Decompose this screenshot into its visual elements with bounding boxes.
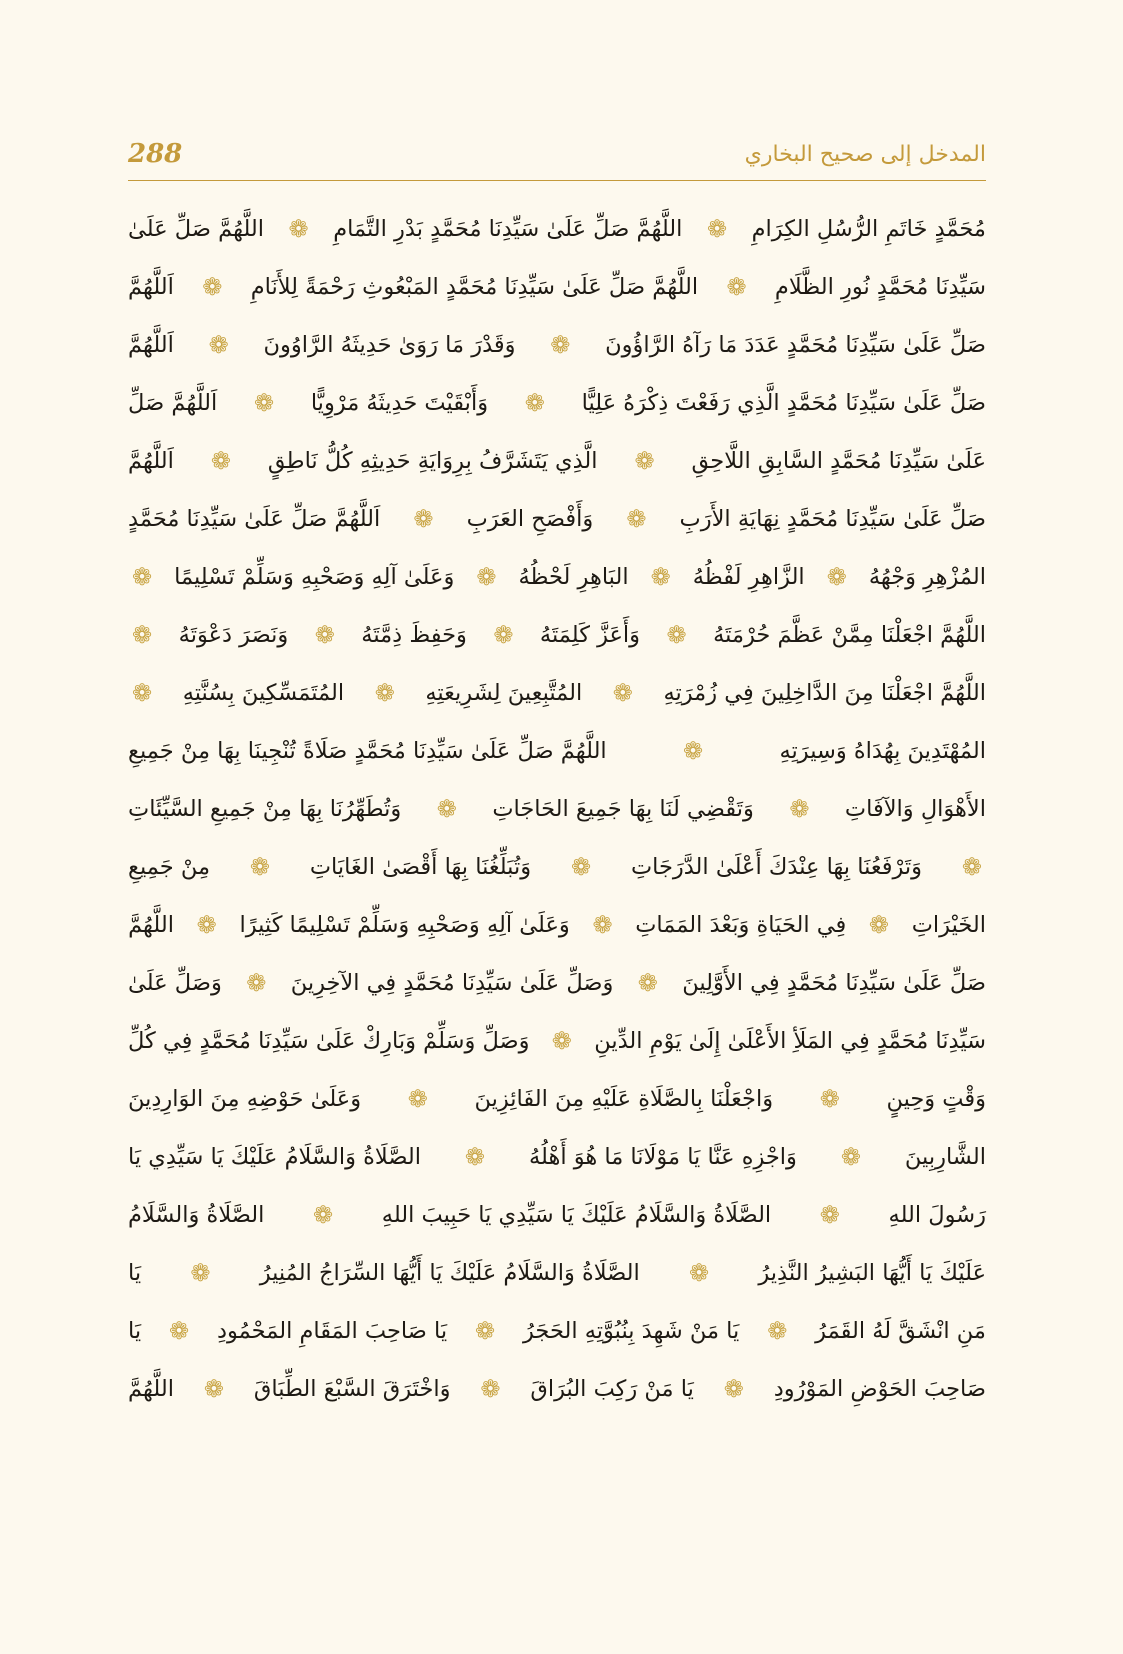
text-line (128, 1012, 986, 1070)
text-segment: وَعَلَىٰ آلِهِ وَصَحْبِهِ وَسَلِّمْ تَسْلِيمًا كَثِيرًا (239, 912, 570, 938)
flower-icon: ❁ (612, 679, 633, 707)
text-line (128, 490, 986, 548)
text-segment: الزَّاهِرِ لَفْظُهُ (692, 564, 805, 590)
text-line (128, 1186, 986, 1244)
text-segment: البَاهِرِ لَحْظُهُ (518, 564, 629, 590)
flower-icon: ❁ (650, 563, 671, 591)
flower-icon: ❁ (132, 621, 153, 649)
flower-icon: ❁ (407, 1085, 428, 1113)
text-segment: اللَّهُمَّ صَلِّ عَلَىٰ (128, 216, 264, 242)
page-number: 288 (128, 139, 183, 169)
text-segment: الصَّلَاةُ وَالسَّلَامُ (128, 1202, 265, 1228)
flower-icon: ❁ (480, 1375, 501, 1403)
flower-icon: ❁ (436, 795, 457, 823)
running-title: المدخل إلى صحيح البخاري (744, 141, 986, 167)
text-line (128, 432, 986, 490)
text-segment: المُهْتَدِينَ بِهُدَاهُ وَسِيرَتِهِ (779, 738, 986, 764)
flower-icon: ❁ (819, 1201, 840, 1229)
text-segment: وَأَفْصَحِ العَرَبِ (466, 506, 594, 532)
flower-icon: ❁ (464, 1143, 485, 1171)
text-line (128, 722, 986, 780)
flower-icon: ❁ (203, 1375, 224, 1403)
text-segment: صَاحِبَ الحَوْضِ المَوْرُودِ (773, 1376, 986, 1402)
flower-icon: ❁ (476, 563, 497, 591)
flower-icon: ❁ (246, 969, 267, 997)
flower-icon: ❁ (374, 679, 395, 707)
text-segment: وَصَلِّ عَلَىٰ سَيِّدِنَا مُحَمَّدٍ فِي الآخِرِينَ (290, 970, 614, 996)
text-segment: وَأَعَزَّ كَلِمَتَهُ (539, 622, 641, 648)
text-line (128, 1244, 986, 1302)
flower-icon: ❁ (524, 389, 545, 417)
flower-icon: ❁ (570, 853, 592, 881)
page-header (128, 134, 986, 174)
text-line (128, 1360, 986, 1418)
text-line (128, 200, 986, 258)
text-segment: اللَّهُمَّ اجْعَلْنَا مِنَ الدَّاخِلِينَ فِي زُمْرَتِهِ (663, 680, 986, 706)
text-segment: يَا (128, 1260, 142, 1286)
text-segment: وَصَلِّ وَسَلِّمْ وَبَارِكْ عَلَىٰ سَيِّدِنَا مُحَمَّدٍ فِي كُلِّ (128, 1028, 530, 1054)
flower-icon: ❁ (723, 1375, 744, 1403)
flower-icon: ❁ (868, 911, 890, 939)
text-segment: وَقَدْرَ مَا رَوَىٰ حَدِيثَهُ الرَّاوُونَ (263, 332, 516, 358)
text-segment: الصَّلَاةُ وَالسَّلَامُ عَلَيْكَ يَا أَيُّهَا السِّرَاجُ المُنِيرُ (259, 1260, 640, 1286)
flower-icon: ❁ (789, 795, 810, 823)
flower-icon: ❁ (666, 621, 687, 649)
text-segment: يَا (128, 1318, 142, 1344)
text-segment: الخَيْرَاتِ (911, 912, 986, 938)
text-segment: وَاجْعَلْنَا بِالصَّلَاةِ عَلَيْهِ مِنَ الفَائِزِينَ (474, 1086, 774, 1112)
text-line (128, 664, 986, 722)
text-line (128, 606, 986, 664)
text-segment: وَتُبَلِّغُنَا بِهَا أَقْصَىٰ الغَايَاتِ (309, 854, 532, 880)
flower-icon: ❁ (288, 215, 309, 243)
text-segment: اللَّهُمَّ (128, 1376, 174, 1402)
flower-icon: ❁ (706, 215, 728, 243)
flower-icon: ❁ (132, 679, 153, 707)
text-line (128, 374, 986, 432)
text-line (128, 316, 986, 374)
text-segment: اللَّهُمَّ صَلِّ عَلَىٰ سَيِّدِنَا مُحَمَّدٍ المَبْعُوثِ رَحْمَةً لِلأَنَامِ (250, 274, 699, 300)
text-segment: الشَّارِبِينَ (904, 1144, 986, 1170)
text-segment: يَا مَنْ رَكِبَ البُرَاقَ (530, 1376, 694, 1402)
flower-icon: ❁ (253, 389, 275, 417)
text-segment: الأَهْوَالِ وَالآفَاتِ (844, 796, 986, 822)
text-segment: وَصَلِّ عَلَىٰ (128, 970, 222, 996)
text-segment: مُحَمَّدٍ خَاتَمِ الرُّسُلِ الكِرَامِ (751, 216, 986, 242)
flower-icon: ❁ (210, 447, 231, 475)
flower-icon: ❁ (689, 1259, 710, 1287)
text-line (128, 1128, 986, 1186)
flower-icon: ❁ (840, 1143, 861, 1171)
flower-icon: ❁ (169, 1317, 190, 1345)
text-segment: اللَّهُمَّ صَلِّ عَلَىٰ سَيِّدِنَا مُحَمَّدٍ صَلَاةً تُنْجِينَا بِهَا مِنْ جَمِيعِ (128, 738, 607, 764)
text-line (128, 954, 986, 1012)
text-segment: وَتُطَهِّرُنَا بِهَا مِنْ جَمِيعِ السَّيِّئَاتِ (128, 796, 402, 822)
flower-icon: ❁ (637, 969, 658, 997)
flower-icon: ❁ (475, 1317, 496, 1345)
text-segment: صَلِّ عَلَىٰ سَيِّدِنَا مُحَمَّدٍ فِي الأَوَّلِينَ (682, 970, 986, 996)
text-segment: فِي الحَيَاةِ وَبَعْدَ المَمَاتِ (635, 912, 847, 938)
text-segment: صَلِّ عَلَىٰ سَيِّدِنَا مُحَمَّدٍ عَدَدَ مَا رَآهُ الرَّاؤُونَ (605, 332, 986, 358)
text-segment: وَاجْزِهِ عَنَّا يَا مَوْلَانَا مَا هُوَ أَهْلُهُ (528, 1144, 797, 1170)
text-segment: صَلِّ عَلَىٰ سَيِّدِنَا مُحَمَّدٍ الَّذِي رَفَعْتَ ذِكْرَهُ عَلِيًّا (581, 390, 986, 416)
flower-icon: ❁ (249, 853, 270, 881)
text-segment: اَللَّهُمَّ (128, 274, 174, 300)
flower-icon: ❁ (314, 621, 335, 649)
flower-icon: ❁ (202, 273, 223, 301)
text-line (128, 1070, 986, 1128)
flower-icon: ❁ (190, 1259, 211, 1287)
text-segment: سَيِّدِنَا مُحَمَّدٍ نُورِ الظَّلَامِ (774, 274, 986, 300)
text-segment: وَعَلَىٰ حَوْضِهِ مِنَ الوَارِدِينَ (128, 1086, 362, 1112)
text-segment: يَا مَنْ شَهِدَ بِنُبُوَّتِهِ الحَجَرُ (523, 1318, 740, 1344)
flower-icon: ❁ (551, 1027, 572, 1055)
flower-icon: ❁ (132, 563, 153, 591)
body-text (128, 200, 986, 1418)
text-segment: وَقْتٍ وَحِينٍ (886, 1086, 986, 1112)
text-segment: المُزْهِرِ وَجْهُهُ (868, 564, 986, 590)
flower-icon: ❁ (413, 505, 434, 533)
text-segment: المُتَمَسِّكِينَ بِسُنَّتِهِ (182, 680, 345, 706)
text-line (128, 548, 986, 606)
text-segment: رَسُولَ اللهِ (888, 1202, 986, 1228)
text-segment: اَللَّهُمَّ صَلِّ عَلَىٰ سَيِّدِنَا مُحَمَّدٍ (128, 506, 381, 532)
text-segment: يَا صَاحِبَ المَقَامِ المَحْمُودِ (217, 1318, 448, 1344)
text-segment: عَلَيْكَ يَا أَيُّهَا البَشِيرُ النَّذِيرُ (758, 1260, 986, 1286)
text-segment: وَعَلَىٰ آلِهِ وَصَحْبِهِ وَسَلِّمْ تَسْلِيمًا (174, 564, 455, 590)
flower-icon: ❁ (313, 1201, 334, 1229)
flower-icon: ❁ (767, 1317, 788, 1345)
text-segment: صَلِّ عَلَىٰ سَيِّدِنَا مُحَمَّدٍ نِهَايَةِ الأَرَبِ (679, 506, 986, 532)
text-segment: اللَّهُمَّ اجْعَلْنَا مِمَّنْ عَظَّمَ حُرْمَتَهُ (713, 622, 986, 648)
flower-icon: ❁ (634, 447, 655, 475)
text-line (128, 780, 986, 838)
text-segment: الَّذِي يَتَشَرَّفُ بِرِوَايَةِ حَدِيثِهِ كُلُّ نَاطِقٍ (267, 448, 598, 474)
text-segment: الصَّلَاةُ وَالسَّلَامُ عَلَيْكَ يَا سَيِّدِي يَا حَبِيبَ اللهِ (381, 1202, 772, 1228)
text-segment: وَحَفِظَ ذِمَّتَهُ (361, 622, 467, 648)
text-segment: اَللَّهُمَّ (128, 448, 174, 474)
header-divider (128, 180, 986, 181)
text-segment: وَنَصَرَ دَعْوَتَهُ (178, 622, 289, 648)
text-line (128, 1302, 986, 1360)
text-segment: اللَّهُمَّ (128, 912, 174, 938)
flower-icon: ❁ (626, 505, 647, 533)
text-segment: مِنْ جَمِيعِ (128, 854, 211, 880)
text-line (128, 838, 986, 896)
text-segment: وَتَقْضِي لَنَا بِهَا جَمِيعَ الحَاجَاتِ (492, 796, 754, 822)
text-segment: مَنِ انْشَقَّ لَهُ القَمَرُ (815, 1318, 986, 1344)
flower-icon: ❁ (683, 737, 704, 765)
text-segment: الصَّلَاةُ وَالسَّلَامُ عَلَيْكَ يَا سَيِّدِي يَا (128, 1144, 421, 1170)
text-line (128, 258, 986, 316)
text-segment: اَللَّهُمَّ (128, 332, 174, 358)
text-segment: سَيِّدِنَا مُحَمَّدٍ فِي المَلَأِ الأَعْلَىٰ إِلَىٰ يَوْمِ الدِّينِ (594, 1028, 986, 1054)
text-segment: اَللَّهُمَّ صَلِّ (128, 390, 218, 416)
flower-icon: ❁ (208, 331, 229, 359)
text-segment: اللَّهُمَّ صَلِّ عَلَىٰ سَيِّدِنَا مُحَمَّدٍ بَدْرِ التَّمَامِ (333, 216, 683, 242)
text-segment: عَلَىٰ سَيِّدِنَا مُحَمَّدٍ السَّابِقِ اللَّاحِقِ (691, 448, 986, 474)
flower-icon: ❁ (196, 911, 217, 939)
flower-icon: ❁ (592, 911, 613, 939)
text-segment: المُتَّبِعِينَ لِشَرِيعَتِهِ (425, 680, 583, 706)
flower-icon: ❁ (819, 1085, 840, 1113)
text-line (128, 896, 986, 954)
flower-icon: ❁ (726, 273, 747, 301)
flower-icon: ❁ (826, 563, 847, 591)
text-segment: وَاخْتَرَقَ السَّبْعَ الطِّبَاقَ (253, 1376, 451, 1402)
flower-icon: ❁ (550, 331, 571, 359)
text-segment: وَتَرْفَعُنَا بِهَا عِنْدَكَ أَعْلَىٰ الدَّرَجَاتِ (630, 854, 923, 880)
flower-icon: ❁ (961, 853, 982, 881)
flower-icon: ❁ (493, 621, 514, 649)
text-segment: وَأَبْقَيْتَ حَدِيثَهُ مَرْوِيًّا (310, 390, 489, 416)
